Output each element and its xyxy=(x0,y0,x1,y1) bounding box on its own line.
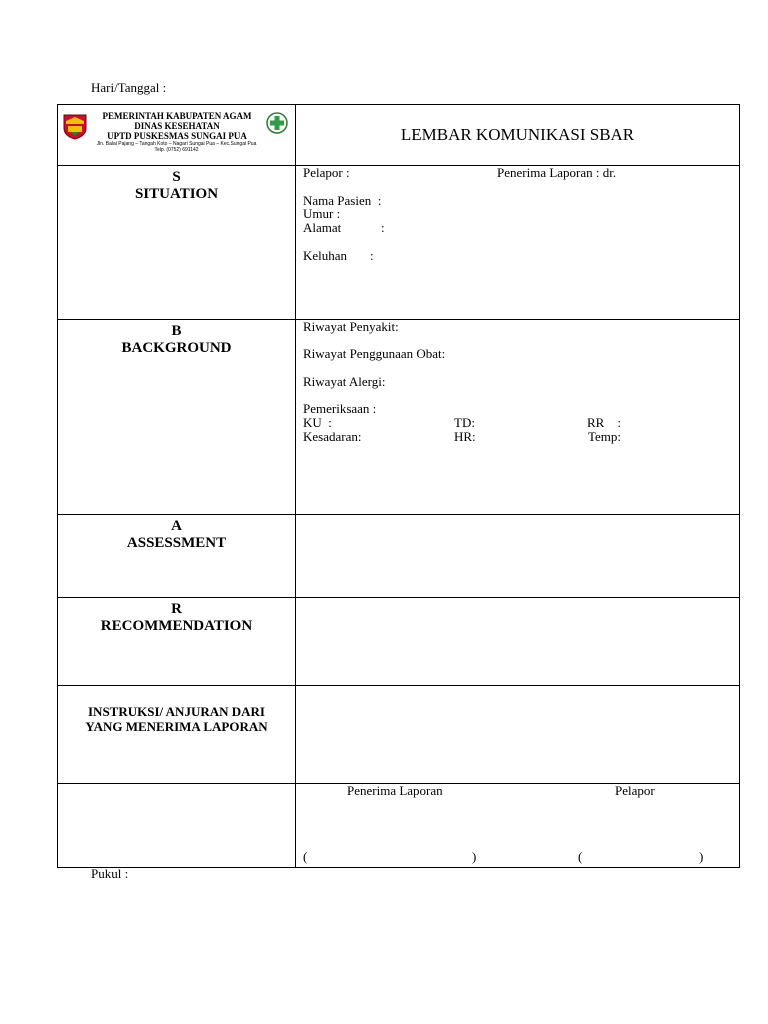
recommendation-letter: R xyxy=(171,601,182,617)
background-letter: B xyxy=(171,323,182,339)
situation-content-cell[interactable] xyxy=(296,166,740,320)
rr-field: RR : xyxy=(587,415,621,430)
hr-field: HR: xyxy=(454,429,476,444)
org-line-2: DINAS KESEHATAN xyxy=(134,121,220,131)
assessment-word: ASSESSMENT xyxy=(126,535,227,551)
penerima-field: Penerima Laporan : dr. xyxy=(497,165,617,180)
header-org-cell xyxy=(58,105,296,166)
riwayat-obat-field: Riwayat Penggunaan Obat: xyxy=(303,346,446,361)
ku-field: KU : xyxy=(303,415,332,430)
signature-cell xyxy=(296,784,740,868)
recommendation-label-cell xyxy=(58,598,296,686)
situation-letter: S xyxy=(172,169,181,185)
riwayat-penyakit-field: Riwayat Penyakit: xyxy=(303,319,399,334)
assessment-label-cell xyxy=(58,515,296,598)
situation-label-cell xyxy=(58,166,296,320)
keluhan-field: Keluhan xyxy=(303,248,348,263)
td-field: TD: xyxy=(454,415,475,430)
org-line-3: UPTD PUSKESMAS SUNGAI PUA xyxy=(107,131,247,141)
instruksi-label-cell xyxy=(58,686,296,784)
background-word: BACKGROUND xyxy=(121,340,232,356)
background-label-cell xyxy=(58,320,296,515)
org-address: Jln. Balai Pajang – Tangah Koto – Nagari Sungai Pua – Kec.Sungai Pua xyxy=(96,141,257,147)
instruksi-line-2: YANG MENERIMA LAPORAN xyxy=(85,719,268,734)
alamat-colon: : xyxy=(381,220,385,235)
pelapor-sign-open: ( xyxy=(578,849,583,864)
recommendation-word: RECOMMENDATION xyxy=(100,618,253,634)
time-label: Pukul : xyxy=(91,866,129,881)
alamat-field: Alamat xyxy=(303,220,342,235)
sbar-form-table xyxy=(57,104,740,868)
assessment-content-cell[interactable] xyxy=(296,515,740,598)
puskesmas-logo-icon xyxy=(266,110,288,138)
form-title: LEMBAR KOMUNIKASI SBAR xyxy=(400,125,635,144)
pemeriksaan-field: Pemeriksaan : xyxy=(303,401,377,416)
penerima-sign-close: ) xyxy=(472,849,477,864)
org-telp: Telp. (0752) 691142 xyxy=(154,147,199,153)
penerima-signature-label: Penerima Laporan xyxy=(347,783,443,798)
assessment-letter: A xyxy=(171,518,182,534)
date-label: Hari/Tanggal : xyxy=(91,80,167,95)
pelapor-sign-close: ) xyxy=(699,849,704,864)
recommendation-content-cell[interactable] xyxy=(296,598,740,686)
penerima-sign-open: ( xyxy=(303,849,308,864)
pelapor-field: Pelapor : xyxy=(303,165,350,180)
riwayat-alergi-field: Riwayat Alergi: xyxy=(303,374,386,389)
instruksi-line-1: INSTRUKSI/ ANJURAN DARI xyxy=(88,704,265,719)
umur-field: Umur : xyxy=(303,206,341,221)
signature-empty-cell xyxy=(58,784,296,868)
kesadaran-field: Kesadaran: xyxy=(303,429,362,444)
pelapor-signature-label: Pelapor xyxy=(615,783,655,798)
agam-regency-logo-icon xyxy=(62,112,88,140)
keluhan-colon: : xyxy=(370,248,374,263)
org-line-1: PEMERINTAH KABUPATEN AGAM xyxy=(102,111,252,121)
instruksi-content-cell[interactable] xyxy=(296,686,740,784)
situation-word: SITUATION xyxy=(134,186,219,202)
background-content-cell[interactable] xyxy=(296,320,740,515)
temp-field: Temp: xyxy=(588,429,622,444)
nama-pasien-field: Nama Pasien : xyxy=(303,193,382,208)
title-cell xyxy=(296,105,740,166)
